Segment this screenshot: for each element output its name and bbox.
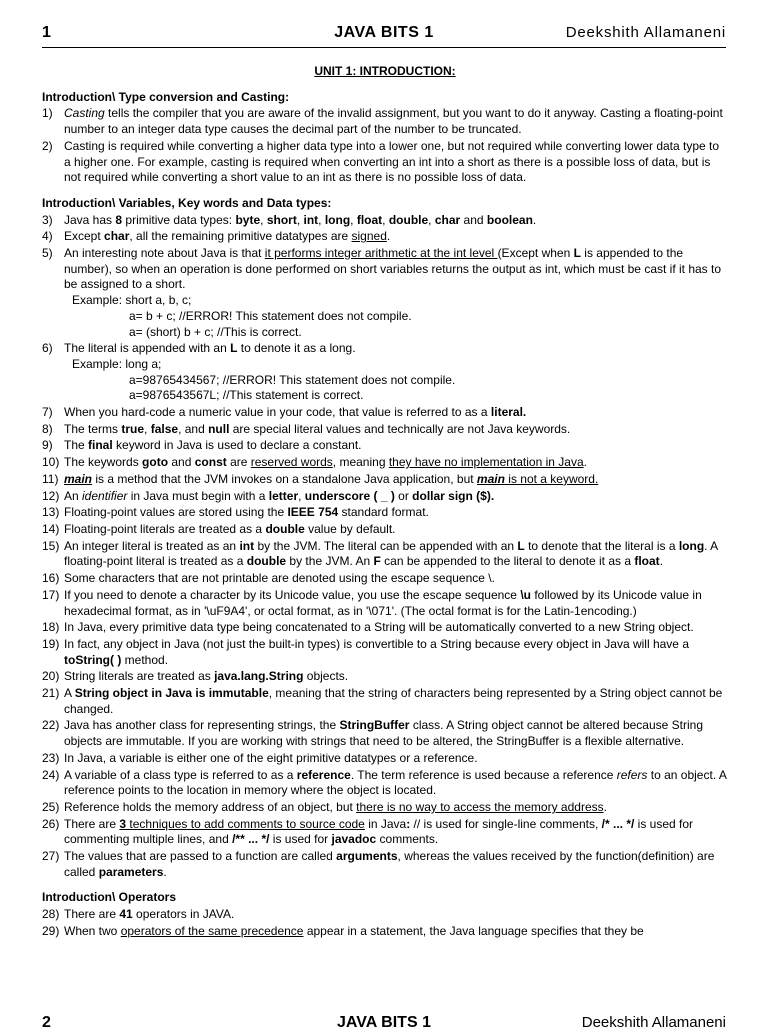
author-name: Deekshith Allamaneni — [565, 24, 726, 41]
list-item: 13) Floating-point values are stored using the IEEE 754 standard format. — [42, 505, 429, 520]
list-item: 28) There are 41 operators in JAVA. — [42, 907, 235, 922]
list-item: 5) An interesting note about Java is that it performs integer arithmetic at the int level (Except when L is appended to the number), so when an operation is done performed on short variables returns the output as int, which must be cast if it has to be assigned to a short. Example: short a, b, c; a= b + c; //ERROR! This statement does not compile. a= (short) b + c; //This is correct. — [42, 246, 728, 340]
section-heading: Introduction\ Operators — [42, 890, 177, 905]
document-title: JAVA BITS 1 — [334, 24, 434, 41]
list-item: 14) Floating-point literals are treated as a double value by default. — [42, 521, 396, 536]
next-page-title: JAVA BITS 1 — [337, 1014, 431, 1031]
list-item: 8) The terms true, false, and null are special literal values and technically are not Java keywords. — [42, 421, 571, 436]
page-number: 1 — [42, 24, 51, 41]
list-item: 12) An identifier in Java must begin with a letter, underscore ( _ ) or dollar sign ($). — [42, 488, 495, 503]
list-item: 21) A String object in Java is immutable, meaning that the string of characters being represented by a String object cannot be changed. — [42, 686, 723, 716]
list-item: 22) Java has another class for representing strings, the StringBuffer class. A String object cannot be altered because String objects are immutable. If you are working with strings that need to be altered, the StringBuffer is a flexible alternative. — [42, 718, 703, 749]
list-item: 2) Casting is required while converting a higher data type into a lower one, but not required while converting lower data type to a higher one. For example, casting is required when converting an int into a short as there is a possible loss of data, but is not required while converting a short value to an int as there is no possible loss of data. — [42, 138, 720, 185]
list-item: 7) When you hard-code a numeric value in your code, that value is referred to as a literal. — [42, 405, 527, 420]
section-heading: Introduction\ Variables, Key words and Data types: — [42, 195, 332, 210]
list-item: 24) A variable of a class type is referred to as a reference. The term reference is used because a reference refers to an object. A reference points to the location in memory where the object is located. — [42, 767, 727, 798]
next-page-author: Deekshith Allamaneni — [581, 1014, 726, 1031]
list-item: 4) Except char, all the remaining primitive datatypes are signed. — [42, 229, 391, 244]
unit-title: UNIT 1: INTRODUCTION: — [314, 64, 456, 78]
code-example: Example: long a; a=98765434567; //ERROR! This statement does not compile. a=9876543567L; //This statement is correct. — [72, 356, 456, 403]
list-item: 3) Java has 8 primitive data types: byte, short, int, long, float, double, char and boolean. — [42, 212, 537, 227]
list-item: 1) Casting tells the compiler that you are aware of the invalid assignment, but you want to do it anyway. Casting a floating-point number to an integer data type causes the decimal part of the number to be truncated. — [42, 106, 723, 137]
list-item: 17) If you need to denote a character by its Unicode value, you use the escape sequence \u followed by its Unicode value in hexadecimal format, as in '\uF9A4', or octal format, as in '\071'. (The octal format is for the Latin-1encoding.) — [42, 587, 702, 618]
list-item: 18) In Java, every primitive data type being concatenated to a String will be automatically converted to a new String object. — [42, 620, 694, 635]
list-item: 15) An integer literal is treated as an int by the JVM. The literal can be appended with an L to denote that the literal is a long. A floating-point literal is treated as a double by the JVM. An F can be appended to the literal to denote it as a float. — [42, 538, 718, 569]
list-item: 10) The keywords goto and const are reserved words, meaning they have no implementation in Java. — [42, 455, 587, 470]
list-item: 27) The values that are passed to a function are called arguments, whereas the values received by the function(definition) are called parameters. — [42, 849, 715, 879]
list-item: 16) Some characters that are not printable are denoted using the escape sequence \. — [42, 571, 495, 586]
list-item: 29) When two operators of the same precedence appear in a statement, the Java language specifies that they be — [42, 923, 644, 938]
next-page-number: 2 — [42, 1014, 51, 1031]
list-item: 11) main is a method that the JVM invokes on a standalone Java application, but main is not a keyword. — [42, 471, 599, 486]
list-item: 25) Reference holds the memory address of an object, but there is no way to access the memory address. — [42, 799, 607, 814]
section-heading: Introduction\ Type conversion and Casting: — [42, 89, 290, 104]
list-item: 19) In fact, any object in Java (not just the built-in types) is convertible to a String because every object in Java will have a toString( ) method. — [42, 636, 689, 667]
code-example: Example: short a, b, c; a= b + c; //ERROR! This statement does not compile. a= (short) b + c; //This is correct. — [72, 293, 412, 339]
list-item: 6) The literal is appended with an L to denote it as a long. Example: long a; a=98765434567; //ERROR! This statement does not compile. a=9876543567L; //This statement is correct. — [42, 341, 728, 404]
header-rule — [42, 47, 726, 48]
list-item: 20) String literals are treated as java.lang.String objects. — [42, 669, 349, 684]
list-item: 23) In Java, a variable is either one of the eight primitive datatypes or a reference. — [42, 750, 478, 765]
list-item: 9) The final keyword in Java is used to declare a constant. — [42, 438, 362, 453]
list-item: 26) There are 3 techniques to add comments to source code in Java: // is used for single-line comments, /* ... */ is used for commenting multiple lines, and /** ... */ is used for javadoc comments. — [42, 816, 694, 847]
page-header — [42, 24, 726, 46]
page-body — [42, 64, 728, 940]
next-page-header — [42, 1014, 726, 1034]
